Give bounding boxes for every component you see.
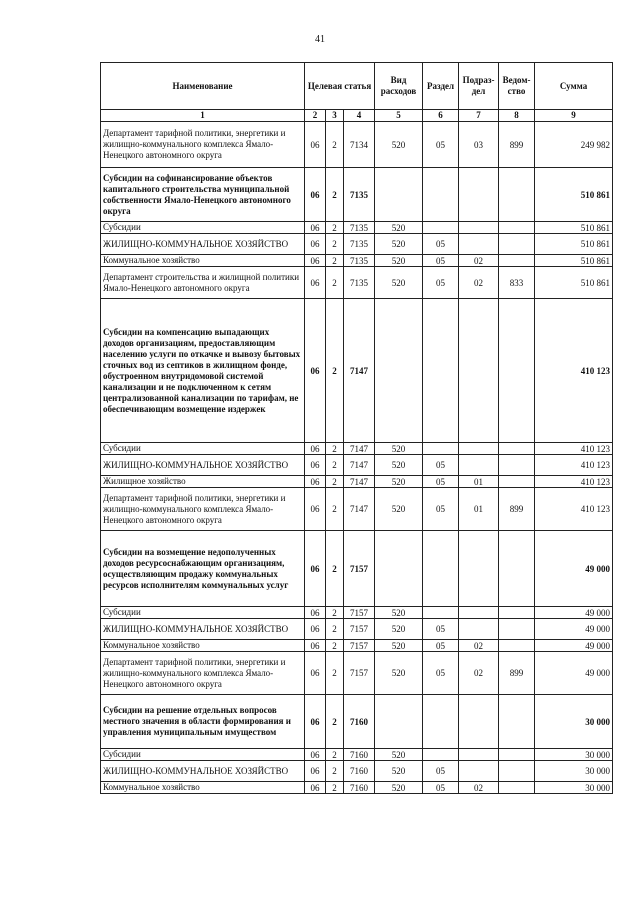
header-subsection: Подраз-дел <box>459 63 499 110</box>
table-cell-target-program: 06 <box>305 267 326 299</box>
table-cell-subsection: 01 <box>459 488 499 531</box>
header-amount: Сумма <box>535 63 613 110</box>
table-cell-name: Коммунальное хозяйство <box>101 255 305 267</box>
table-cell-name: Департамент строительства и жилищной политики Ямало-Ненецкого автономного округа <box>101 267 305 299</box>
table-cell-target-sub: 2 <box>326 168 344 222</box>
table-cell-section <box>423 607 459 619</box>
table-cell-amount: 49 000 <box>535 640 613 652</box>
table-cell-subsection: 03 <box>459 122 499 168</box>
table-cell-section: 05 <box>423 234 459 255</box>
table-cell-target-sub: 2 <box>326 652 344 695</box>
table-cell-target-program: 06 <box>305 488 326 531</box>
table-cell-target-code: 7135 <box>344 267 375 299</box>
table-cell-amount: 510 861 <box>535 255 613 267</box>
table-cell-name: Департамент тарифной политики, энергетики и жилищно-коммунального комплекса Ямало-Ненецкого автономного округа <box>101 652 305 695</box>
header-target: Целевая статья <box>305 63 375 110</box>
table-row <box>101 234 613 255</box>
table-cell-target-code: 7157 <box>344 640 375 652</box>
table-cell-target-code: 7135 <box>344 234 375 255</box>
table-cell-subsection: 02 <box>459 652 499 695</box>
index-cell: 3 <box>326 110 344 122</box>
table-cell-target-program: 06 <box>305 299 326 443</box>
table-cell-name: ЖИЛИЩНО-КОММУНАЛЬНОЕ ХОЗЯЙСТВО <box>101 455 305 476</box>
table-cell-section: 05 <box>423 255 459 267</box>
table-cell-target-program: 06 <box>305 619 326 640</box>
table-row <box>101 488 613 531</box>
table-row <box>101 122 613 168</box>
table-cell-expense-type: 520 <box>375 488 423 531</box>
table-cell-target-code: 7135 <box>344 222 375 234</box>
table-row <box>101 267 613 299</box>
index-cell: 9 <box>535 110 613 122</box>
table-cell-expense-type: 520 <box>375 607 423 619</box>
index-cell: 1 <box>101 110 305 122</box>
table-cell-target-sub: 2 <box>326 749 344 761</box>
table-cell-subsection <box>459 607 499 619</box>
table-cell-expense-type: 520 <box>375 443 423 455</box>
table-cell-name: Жилищное хозяйство <box>101 476 305 488</box>
table-cell-subsection <box>459 299 499 443</box>
table-cell-target-sub: 2 <box>326 695 344 749</box>
table-cell-section: 05 <box>423 455 459 476</box>
table-cell-target-code: 7157 <box>344 652 375 695</box>
table-cell-target-program: 06 <box>305 234 326 255</box>
table-row <box>101 652 613 695</box>
table-cell-amount: 510 861 <box>535 222 613 234</box>
table-cell-department <box>499 531 535 607</box>
table-cell-expense-type: 520 <box>375 652 423 695</box>
table-cell-target-sub: 2 <box>326 222 344 234</box>
table-cell-target-program: 06 <box>305 695 326 749</box>
table-row <box>101 761 613 782</box>
table-cell-amount: 410 123 <box>535 488 613 531</box>
table-cell-target-sub: 2 <box>326 443 344 455</box>
table-cell-subsection <box>459 695 499 749</box>
table-cell-department <box>499 222 535 234</box>
table-cell-department <box>499 443 535 455</box>
table-cell-target-code: 7134 <box>344 122 375 168</box>
table-cell-expense-type: 520 <box>375 761 423 782</box>
table-body <box>101 122 613 794</box>
table-cell-name: Департамент тарифной политики, энергетики и жилищно-коммунального комплекса Ямало-Ненецкого автономного округа <box>101 122 305 168</box>
table-cell-name: Департамент тарифной политики, энергетики и жилищно-коммунального комплекса Ямало-Ненецкого автономного округа <box>101 488 305 531</box>
table-cell-target-code: 7147 <box>344 443 375 455</box>
table-cell-target-code: 7157 <box>344 619 375 640</box>
table-cell-target-code: 7135 <box>344 168 375 222</box>
table-cell-target-code: 7160 <box>344 761 375 782</box>
table-cell-subsection <box>459 168 499 222</box>
table-cell-name: Субсидии на возмещение недополученных доходов ресурсоснабжающим организациям, осуществляющим продажу коммунальных ресурсов исполнителям коммунальных услуг <box>101 531 305 607</box>
table-cell-amount: 410 123 <box>535 455 613 476</box>
table-cell-name: Субсидии на решение отдельных вопросов местного значения в области формирования и управления муниципальным имуществом <box>101 695 305 749</box>
table-cell-subsection <box>459 443 499 455</box>
table-cell-target-program: 06 <box>305 455 326 476</box>
header-expense-type: Вид расходов <box>375 63 423 110</box>
table-cell-expense-type: 520 <box>375 749 423 761</box>
table-cell-target-program: 06 <box>305 255 326 267</box>
table-cell-target-program: 06 <box>305 749 326 761</box>
table-cell-subsection <box>459 234 499 255</box>
table-row <box>101 168 613 222</box>
index-cell: 4 <box>344 110 375 122</box>
table-cell-target-sub: 2 <box>326 640 344 652</box>
table-cell-amount: 510 861 <box>535 234 613 255</box>
table-cell-subsection: 01 <box>459 476 499 488</box>
table-cell-target-program: 06 <box>305 607 326 619</box>
table-cell-expense-type: 520 <box>375 476 423 488</box>
table-cell-section <box>423 222 459 234</box>
table-cell-target-program: 06 <box>305 476 326 488</box>
table-cell-target-program: 06 <box>305 168 326 222</box>
table-cell-expense-type: 520 <box>375 640 423 652</box>
table-cell-department <box>499 749 535 761</box>
table-cell-target-program: 06 <box>305 122 326 168</box>
table-cell-expense-type: 520 <box>375 267 423 299</box>
table-cell-target-sub: 2 <box>326 234 344 255</box>
table-cell-target-program: 06 <box>305 782 326 794</box>
table-cell-amount: 249 982 <box>535 122 613 168</box>
table-cell-amount: 510 861 <box>535 267 613 299</box>
table-cell-section: 05 <box>423 652 459 695</box>
table-cell-department: 899 <box>499 652 535 695</box>
table-cell-target-sub: 2 <box>326 122 344 168</box>
table-cell-target-sub: 2 <box>326 782 344 794</box>
index-cell: 5 <box>375 110 423 122</box>
table-cell-section <box>423 168 459 222</box>
table-cell-subsection: 02 <box>459 640 499 652</box>
table-cell-section <box>423 531 459 607</box>
table-cell-target-sub: 2 <box>326 476 344 488</box>
table-cell-department <box>499 455 535 476</box>
table-cell-target-sub: 2 <box>326 255 344 267</box>
table-cell-department <box>499 168 535 222</box>
page-number: 41 <box>315 34 325 45</box>
table-cell-name: Субсидии <box>101 607 305 619</box>
table-cell-expense-type <box>375 695 423 749</box>
table-cell-section <box>423 299 459 443</box>
table-cell-target-program: 06 <box>305 443 326 455</box>
table-cell-name: Коммунальное хозяйство <box>101 782 305 794</box>
table-cell-expense-type: 520 <box>375 122 423 168</box>
table-cell-subsection: 02 <box>459 782 499 794</box>
table-cell-target-sub: 2 <box>326 531 344 607</box>
table-cell-department <box>499 255 535 267</box>
table-cell-section: 05 <box>423 267 459 299</box>
table-cell-expense-type <box>375 531 423 607</box>
table-cell-name: Субсидии <box>101 443 305 455</box>
table-cell-department <box>499 234 535 255</box>
table-cell-amount: 30 000 <box>535 782 613 794</box>
table-cell-target-code: 7147 <box>344 455 375 476</box>
table-cell-subsection <box>459 749 499 761</box>
table-cell-target-code: 7147 <box>344 488 375 531</box>
table-cell-name: Субсидии <box>101 222 305 234</box>
index-cell: 2 <box>305 110 326 122</box>
table-cell-expense-type: 520 <box>375 782 423 794</box>
table-cell-subsection <box>459 222 499 234</box>
index-cell: 6 <box>423 110 459 122</box>
table-cell-target-code: 7147 <box>344 299 375 443</box>
index-cell: 7 <box>459 110 499 122</box>
table-cell-expense-type: 520 <box>375 619 423 640</box>
table-row <box>101 299 613 443</box>
table-cell-amount: 30 000 <box>535 695 613 749</box>
table-cell-name: ЖИЛИЩНО-КОММУНАЛЬНОЕ ХОЗЯЙСТВО <box>101 761 305 782</box>
table-cell-target-sub: 2 <box>326 488 344 531</box>
table-cell-department: 899 <box>499 122 535 168</box>
table-cell-target-program: 06 <box>305 640 326 652</box>
table-cell-expense-type: 520 <box>375 222 423 234</box>
table-cell-department <box>499 761 535 782</box>
table-cell-department: 899 <box>499 488 535 531</box>
table-cell-section: 05 <box>423 782 459 794</box>
table-cell-subsection <box>459 455 499 476</box>
table-cell-amount: 49 000 <box>535 531 613 607</box>
table-cell-subsection: 02 <box>459 267 499 299</box>
table-row <box>101 531 613 607</box>
table-cell-target-code: 7147 <box>344 476 375 488</box>
table-index-row <box>101 110 613 122</box>
table-cell-target-sub: 2 <box>326 299 344 443</box>
table-cell-amount: 410 123 <box>535 443 613 455</box>
table-row <box>101 749 613 761</box>
table-cell-amount: 410 123 <box>535 299 613 443</box>
table-cell-target-program: 06 <box>305 531 326 607</box>
table-cell-department <box>499 695 535 749</box>
table-row <box>101 443 613 455</box>
table-cell-amount: 410 123 <box>535 476 613 488</box>
table-cell-amount: 49 000 <box>535 607 613 619</box>
table-cell-amount: 49 000 <box>535 619 613 640</box>
table-cell-department <box>499 607 535 619</box>
table-cell-amount: 510 861 <box>535 168 613 222</box>
table-cell-expense-type: 520 <box>375 455 423 476</box>
table-cell-name: Субсидии на софинансирование объектов капитального строительства муниципальной собственности Ямало-Ненецкого автономного округа <box>101 168 305 222</box>
table-cell-target-code: 7160 <box>344 749 375 761</box>
table-cell-target-program: 06 <box>305 652 326 695</box>
table-cell-subsection <box>459 619 499 640</box>
table-cell-target-program: 06 <box>305 222 326 234</box>
table-row <box>101 222 613 234</box>
table-cell-target-sub: 2 <box>326 267 344 299</box>
table-cell-section <box>423 749 459 761</box>
table-cell-target-sub: 2 <box>326 455 344 476</box>
table-cell-target-sub: 2 <box>326 619 344 640</box>
table-cell-name: Коммунальное хозяйство <box>101 640 305 652</box>
table-cell-department: 833 <box>499 267 535 299</box>
table-cell-section: 05 <box>423 640 459 652</box>
table-header-row <box>101 63 613 110</box>
index-cell: 8 <box>499 110 535 122</box>
table-cell-name: Субсидии на компенсацию выпадающих доходов организациям, предоставляющим населению услуги по откачке и вывозу бытовых сточных вод из септиков в жилищном фонде, обустроенном внутридомовой системой канализации и не подключенном к сетям централизованной канализации по тарифам, не обеспечивающим возмещение издержек <box>101 299 305 443</box>
table-cell-section: 05 <box>423 619 459 640</box>
table-cell-target-code: 7135 <box>344 255 375 267</box>
header-name: Наименование <box>101 63 305 110</box>
table-cell-amount: 30 000 <box>535 749 613 761</box>
table-cell-subsection <box>459 761 499 782</box>
table-cell-section: 05 <box>423 488 459 531</box>
table-cell-section: 05 <box>423 761 459 782</box>
table-row <box>101 476 613 488</box>
table-row <box>101 782 613 794</box>
table-row <box>101 640 613 652</box>
table-cell-expense-type: 520 <box>375 255 423 267</box>
table-cell-target-sub: 2 <box>326 761 344 782</box>
table-cell-target-sub: 2 <box>326 607 344 619</box>
table-cell-target-code: 7160 <box>344 695 375 749</box>
table-cell-department <box>499 619 535 640</box>
table-cell-target-code: 7157 <box>344 531 375 607</box>
table-cell-subsection: 02 <box>459 255 499 267</box>
table-row <box>101 695 613 749</box>
table-cell-name: ЖИЛИЩНО-КОММУНАЛЬНОЕ ХОЗЯЙСТВО <box>101 619 305 640</box>
table-cell-department <box>499 299 535 443</box>
table-cell-section: 05 <box>423 476 459 488</box>
table-cell-name: ЖИЛИЩНО-КОММУНАЛЬНОЕ ХОЗЯЙСТВО <box>101 234 305 255</box>
table-cell-expense-type: 520 <box>375 234 423 255</box>
table-cell-target-program: 06 <box>305 761 326 782</box>
table-cell-section: 05 <box>423 122 459 168</box>
table-cell-section <box>423 443 459 455</box>
header-section: Раздел <box>423 63 459 110</box>
table-cell-amount: 49 000 <box>535 652 613 695</box>
table-cell-department <box>499 782 535 794</box>
table-cell-target-code: 7157 <box>344 607 375 619</box>
table-row <box>101 255 613 267</box>
table-cell-subsection <box>459 531 499 607</box>
table-row <box>101 619 613 640</box>
table-row <box>101 455 613 476</box>
table-cell-expense-type <box>375 168 423 222</box>
table-cell-amount: 30 000 <box>535 761 613 782</box>
table-cell-department <box>499 476 535 488</box>
table-cell-expense-type <box>375 299 423 443</box>
header-department: Ведом-ство <box>499 63 535 110</box>
table-cell-section <box>423 695 459 749</box>
table-cell-department <box>499 640 535 652</box>
budget-table <box>100 62 613 794</box>
table-cell-name: Субсидии <box>101 749 305 761</box>
table-cell-target-code: 7160 <box>344 782 375 794</box>
table-row <box>101 607 613 619</box>
